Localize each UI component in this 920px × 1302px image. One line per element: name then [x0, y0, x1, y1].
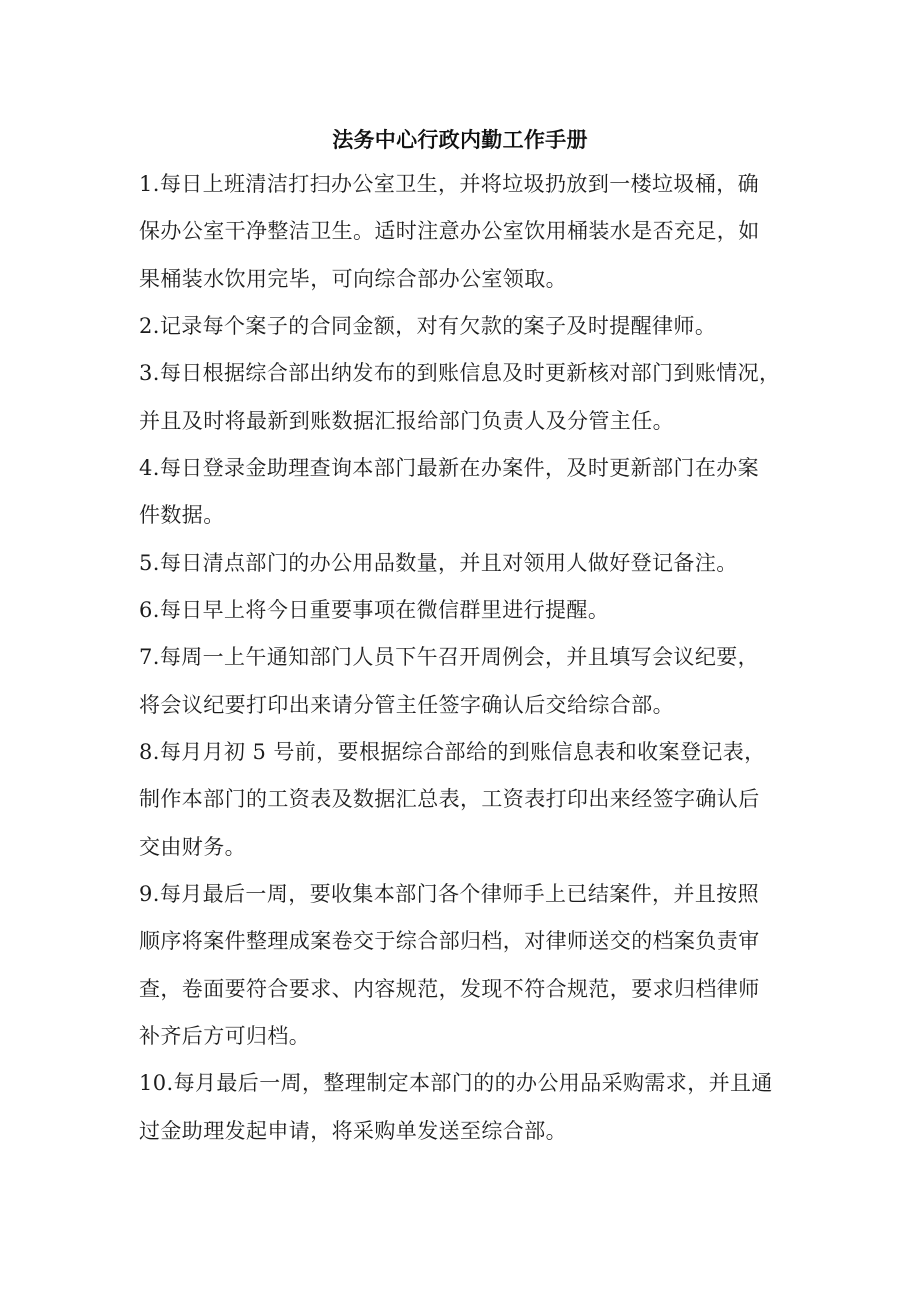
item-4-line-2: 件数据。	[139, 503, 225, 527]
item-9-line-3: 查，卷面要符合要求、内容规范，发现不符合规范，要求归档律师	[139, 977, 760, 1001]
item-1-line-2: 保办公室干净整洁卫生。适时注意办公室饮用桶装水是否充足，如	[139, 219, 760, 243]
item-7-line-1: 7.每周一上午通知部门人员下午召开周例会，并且填写会议纪要，	[139, 645, 760, 669]
item-3-line-1: 3.每日根据综合部出纳发布的到账信息及时更新核对部门到账情况，	[139, 361, 781, 385]
item-9-line-4: 补齐后方可归档。	[139, 1024, 311, 1048]
item-7-line-2: 将会议纪要打印出来请分管主任签字确认后交给综合部。	[139, 693, 674, 717]
item-2-line-1: 2.记录每个案子的合同金额，对有欠款的案子及时提醒律师。	[139, 314, 717, 338]
item-1-line-1: 1.每日上班清洁打扫办公室卫生，并将垃圾扔放到一楼垃圾桶，确	[139, 172, 760, 196]
item-9-line-1: 9.每月最后一周，要收集本部门各个律师手上已结案件，并且按照	[139, 882, 760, 906]
item-8-line-3: 交由财务。	[139, 835, 246, 859]
item-1-line-3: 果桶装水饮用完毕，可向综合部办公室领取。	[139, 267, 567, 291]
item-10-line-2: 过金助理发起申请，将采购单发送至综合部。	[139, 1119, 567, 1143]
item-8-line-1: 8.每月月初 5 号前，要根据综合部给的到账信息表和收案登记表，	[139, 740, 766, 764]
item-10-line-1: 10.每月最后一周，整理制定本部门的的办公用品采购需求，并且通	[139, 1071, 773, 1095]
item-9-line-2: 顺序将案件整理成案卷交于综合部归档，对律师送交的档案负责审	[139, 929, 760, 953]
item-4-line-1: 4.每日登录金助理查询本部门最新在办案件，及时更新部门在办案	[139, 456, 760, 480]
item-3-line-2: 并且及时将最新到账数据汇报给部门负责人及分管主任。	[139, 409, 674, 433]
item-8-line-2: 制作本部门的工资表及数据汇总表，工资表打印出来经签字确认后	[139, 787, 760, 811]
item-6-line-1: 6.每日早上将今日重要事项在微信群里进行提醒。	[139, 598, 610, 622]
document-title: 法务中心行政内勤工作手册	[332, 128, 588, 152]
item-5-line-1: 5.每日清点部门的办公用品数量，并且对领用人做好登记备注。	[139, 551, 738, 575]
